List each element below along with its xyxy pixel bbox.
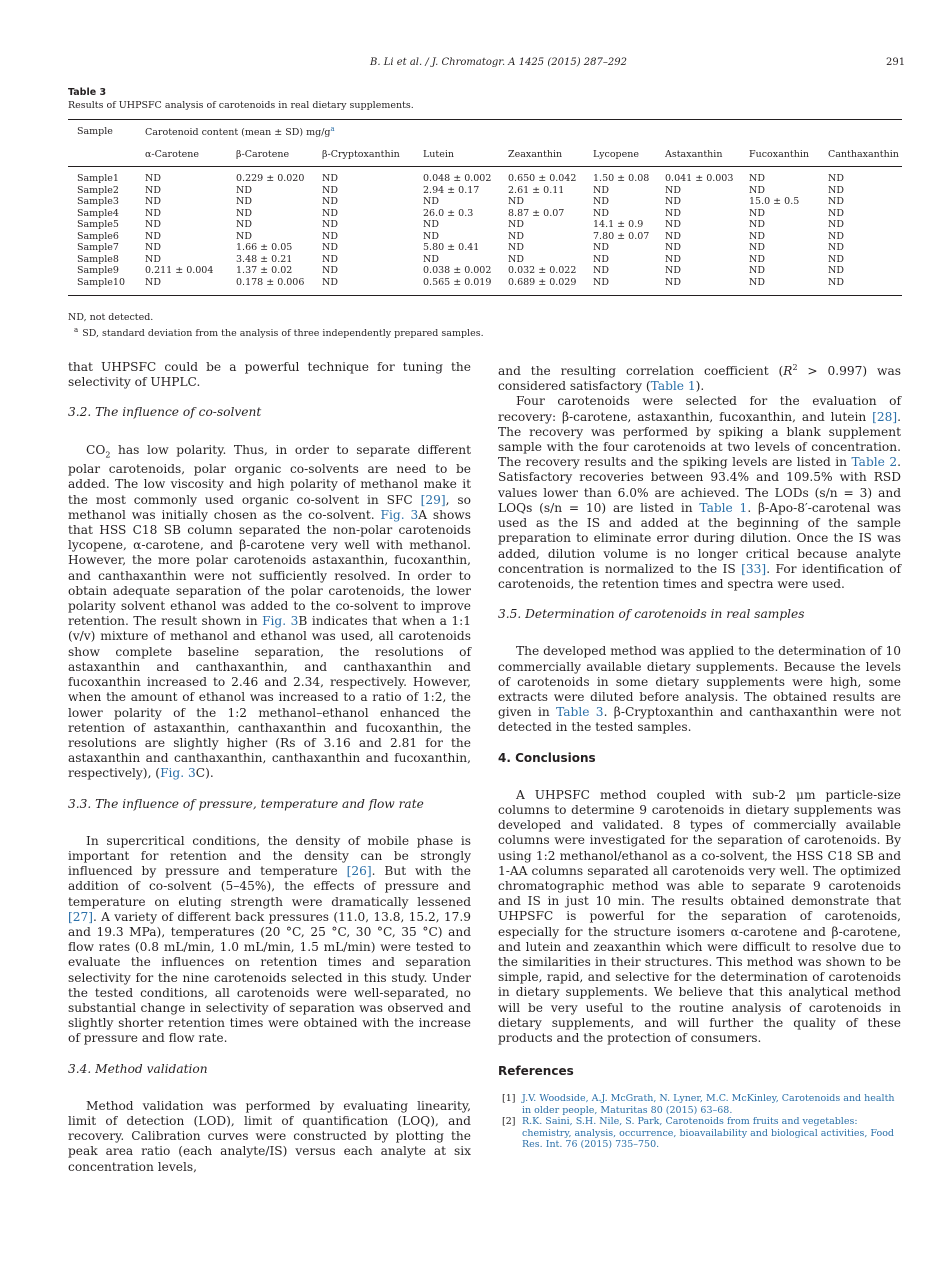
value-cell: ND <box>236 219 252 231</box>
value-cell: ND <box>665 196 681 208</box>
italic-var: R <box>783 364 793 379</box>
section-3-4-heading: 3.4. Method validation <box>68 1061 208 1076</box>
value-cell: ND <box>828 230 844 242</box>
value-cell: 0.565 ± 0.019 <box>414 277 499 296</box>
value-cell: ND <box>322 242 338 254</box>
value-cell: 0.041 ± 0.003 <box>665 173 734 185</box>
journal-citation: B. Li et al. / J. Chromatogr. A 1425 (2015) 287–292 <box>370 57 627 68</box>
table-link[interactable]: Table 1 <box>699 500 748 515</box>
table-row <box>68 196 902 208</box>
value-cell: ND <box>313 277 414 296</box>
value-cell: ND <box>593 253 609 265</box>
value-cell: ND <box>584 277 656 296</box>
value-cell: ND <box>322 196 338 208</box>
col-header: Lycopene <box>584 143 656 167</box>
reference-number: [1] <box>502 1093 516 1105</box>
footnote-mark: a <box>74 326 79 334</box>
paragraph: Method validation was performed by evaluating linearity, limit of detection (LOD), limit of quantification (LOQ), and recovery. Calibration curves were constructed by plotting the peak area ratio (each analyte/IS) versus each analyte at six concentration levels, <box>68 1098 471 1174</box>
value-cell: ND <box>508 253 524 265</box>
value-cell: ND <box>322 184 338 196</box>
value-cell: 2.94 ± 0.17 <box>423 184 480 196</box>
table-label: Table 3 <box>68 87 107 98</box>
value-cell: ND <box>749 207 765 219</box>
value-cell: 0.211 ± 0.004 <box>145 265 214 277</box>
sample-name-cell: Sample10 <box>68 277 136 296</box>
value-cell: 1.66 ± 0.05 <box>236 242 293 254</box>
value-cell: ND <box>749 265 765 277</box>
paragraph <box>498 360 901 394</box>
text: Four carotenoids were selected for the evaluation of recovery: β-carotene, astaxanthin, fucoxanthin, and lutein <box>498 394 901 424</box>
sample-name-cell: Sample2 <box>77 184 119 196</box>
text: A shows that HSS C18 SB column separated the non-polar carotenoids lycopene, α-carotene, and β-carotene very well with methanol. However, the more polar carotenoids astaxanthin, fucoxanthin, and canthaxanthin were not sufficiently resolved. In order to obtain adequate separation of the polar carotenoids, the lower polarity solvent ethanol was added to the co-solvent to improve retention. The result shown in <box>68 507 471 629</box>
value-cell: ND <box>322 219 338 231</box>
value-cell: ND <box>236 196 252 208</box>
table-note-nd: ND, not detected. <box>68 312 154 323</box>
value-cell: ND <box>136 277 227 296</box>
value-cell: ND <box>749 173 765 185</box>
value-cell: ND <box>740 277 819 296</box>
sample-name-cell: Sample5 <box>77 219 119 231</box>
value-cell: ND <box>828 196 844 208</box>
value-cell: 2.61 ± 0.11 <box>508 184 565 196</box>
value-cell: ND <box>423 196 439 208</box>
value-cell: 7.80 ± 0.07 <box>593 230 650 242</box>
value-cell: ND <box>656 277 740 296</box>
reference-item[interactable] <box>498 1093 901 1116</box>
value-cell: ND <box>508 196 524 208</box>
col-header: α-Carotene <box>136 143 227 167</box>
value-cell: ND <box>423 253 439 265</box>
table-row <box>68 219 902 231</box>
sample-name-cell: Sample8 <box>77 253 119 265</box>
text: . β-Apo-8′-carotenal was used as the IS and added at the beginning of the sample preparation to eliminate error during dilution. Once the IS was added, dilution volume is no longer critical because analyte concentration is normalized to the IS <box>498 500 901 576</box>
value-cell: 8.87 ± 0.07 <box>508 207 565 219</box>
reference-number: [2] <box>502 1116 516 1128</box>
left-column <box>68 360 471 1175</box>
col-header: Canthaxanthin <box>819 143 902 167</box>
sample-name-cell: Sample6 <box>77 230 119 242</box>
value-cell: 14.1 ± 0.9 <box>593 219 644 231</box>
sample-header: Sample <box>68 120 136 143</box>
value-cell: ND <box>322 173 338 185</box>
paragraph: A UHPSFC method coupled with sub-2 μm particle-size columns to determine 9 carotenoids in dietary supplements was developed and validated. 8 types of commercially available columns were investigated for the separation of carotenoids. By using 1:2 methanol/ethanol as a co-solvent, the HSS C18 SB and 1-AA columns separated all carotenoids very well. The optimized chromatographic method was able to separate 9 carotenoids and IS in just 10 min. The results obtained demonstrate that UHPSFC is powerful for the separation of carotenoids, especially for the structure isomers α-carotene and β-carotene, and lutein and zeaxanthin which were difficult to resolve due to the similarities in their structures. This method was shown to be simple, rapid, and selective for the determination of carotenoids in dietary supplements. We believe that this analytical method will be very useful to the routine analysis of carotenoids in dietary supplements, and will further the quality of these products and the protection of consumers. <box>498 787 901 1045</box>
citation-link[interactable]: [33] <box>741 561 767 576</box>
value-cell: ND <box>749 230 765 242</box>
value-cell: ND <box>749 184 765 196</box>
table-caption <box>68 86 414 112</box>
value-cell: ND <box>593 265 609 277</box>
value-cell: ND <box>322 207 338 219</box>
value-cell: ND <box>145 207 161 219</box>
text: . A variety of different back pressures (11.0, 13.8, 15.2, 17.9 and 19.3 MPa), temperatures (20 °C, 25 °C, 30 °C, 35 °C) and flow rates (0.8 mL/min, 1.0 mL/min, 1.5 mL/min) were tested to evaluate the influences on retention times and separation selectivity for the nine carotenoids selected in this study. Under the tested conditions, all carotenoids were well-separated, no substantial change in selectivity of separation was observed and slightly shorter retention times were obtained with the increase of pressure and flow rate. <box>68 909 471 1046</box>
value-cell: ND <box>145 173 161 185</box>
references-heading: References <box>498 1064 574 1079</box>
carotenoid-results-table <box>68 119 902 296</box>
paragraph <box>498 644 901 735</box>
sample-header-spacer <box>68 143 136 167</box>
value-cell: 3.48 ± 0.21 <box>236 253 293 265</box>
table-note-a-text: SD, standard deviation from the analysis of three independently prepared samples. <box>82 328 484 340</box>
value-cell: ND <box>665 219 681 231</box>
reference-text: R.K. Saini, S.H. Nile, S. Park, Carotenoids from fruits and vegetables: chemistry, analysis, occurrence, bioavailability and biological activities, Food Res. Int. 76 (2015) 735–750. <box>522 1116 894 1151</box>
value-cell: 5.80 ± 0.41 <box>423 242 480 254</box>
sample-name-cell: Sample4 <box>77 207 119 219</box>
value-cell: ND <box>508 219 524 231</box>
table-link[interactable]: Table 1 <box>650 379 696 394</box>
value-cell: ND <box>665 184 681 196</box>
text: . For identification of carotenoids, the retention times and spectra were used. <box>498 561 901 591</box>
value-cell: ND <box>236 230 252 242</box>
sample-name-cell: Sample7 <box>77 242 119 254</box>
paragraph <box>498 394 901 592</box>
sample-name-cell: Sample1 <box>77 173 119 185</box>
value-cell: ND <box>423 230 439 242</box>
text: > 0.997) was considered satisfactory ( <box>498 364 901 394</box>
value-cell: ND <box>593 184 609 196</box>
table-link[interactable]: Table 3 <box>556 705 604 720</box>
value-cell: 1.50 ± 0.08 <box>593 173 650 185</box>
value-cell: ND <box>665 265 681 277</box>
text: CO <box>86 442 106 457</box>
value-cell: ND <box>145 253 161 265</box>
reference-text: J.V. Woodside, A.J. McGrath, N. Lyner, M.C. McKinley, Carotenoids and health in older people, Maturitas 80 (2015) 63–68. <box>522 1093 895 1116</box>
citation-link[interactable]: [26] <box>346 864 372 879</box>
col-header: Fucoxanthin <box>740 143 819 167</box>
superscript: 2 <box>792 363 798 372</box>
value-cell: ND <box>145 196 161 208</box>
text: The developed method was applied to the determination of 10 commercially available dietary supplements. Because the levels of carotenoids in some dietary supplements were high, some extracts were diluted before analysis. The obtained results are given in <box>498 644 901 720</box>
citation-link[interactable]: [29] <box>420 492 446 507</box>
value-cell: ND <box>828 265 844 277</box>
table-title: Results of UHPSFC analysis of carotenoids in real dietary supplements. <box>68 100 414 111</box>
value-cell: ND <box>322 265 338 277</box>
col-header: Lutein <box>414 143 499 167</box>
section-3-3-heading: 3.3. The influence of pressure, temperature and flow rate <box>68 796 424 811</box>
right-column <box>498 360 901 1151</box>
text: and the resulting correlation coefficient ( <box>498 364 784 379</box>
table-row <box>68 254 902 266</box>
value-cell: ND <box>145 184 161 196</box>
value-cell: 1.37 ± 0.02 <box>236 265 293 277</box>
value-cell: ND <box>322 230 338 242</box>
text: . β-Cryptoxanthin and canthaxanthin were not detected in the tested samples. <box>498 705 901 735</box>
col-header: β-Cryptoxanthin <box>313 143 414 167</box>
sample-name-cell: Sample3 <box>77 196 119 208</box>
value-cell: ND <box>665 242 681 254</box>
col-header: Zeaxanthin <box>499 143 584 167</box>
value-cell: ND <box>145 219 161 231</box>
figure-link[interactable]: Fig. 3 <box>380 507 419 522</box>
text: . But with the addition of co-solvent (5–45%), the effects of pressure and temperature on eluting strength were dramatically lessened <box>68 864 471 909</box>
value-cell: 0.048 ± 0.002 <box>423 173 492 185</box>
value-cell: 0.178 ± 0.006 <box>227 277 313 296</box>
value-cell: ND <box>749 253 765 265</box>
paragraph <box>68 834 471 1047</box>
sample-name-cell: Sample9 <box>77 265 119 277</box>
group-header-text: Carotenoid content (mean ± SD) mg/g <box>145 127 331 139</box>
table-row <box>68 167 902 185</box>
value-cell: ND <box>593 242 609 254</box>
table-row <box>68 231 902 243</box>
value-cell: ND <box>749 242 765 254</box>
table-link[interactable]: Table 2 <box>851 455 898 470</box>
value-cell: ND <box>828 253 844 265</box>
text: In supercritical conditions, the density of mobile phase is important for retention and the density can be strongly influenced by pressure and temperature <box>68 833 471 879</box>
value-cell: ND <box>236 184 252 196</box>
value-cell: 0.650 ± 0.042 <box>508 173 577 185</box>
value-cell: ND <box>828 207 844 219</box>
value-cell: ND <box>145 230 161 242</box>
value-cell: ND <box>236 207 252 219</box>
value-cell: ND <box>819 277 902 296</box>
group-header <box>136 120 902 143</box>
value-cell: ND <box>665 230 681 242</box>
value-cell: ND <box>322 253 338 265</box>
text: has low polarity. Thus, in order to separate different polar carotenoids, polar organic co-solvents are need to be added. The low viscosity and high polarity of methanol make it the most commonly used organic co-solvent in SFC <box>68 442 471 507</box>
table-row <box>68 208 902 220</box>
value-cell: ND <box>749 219 765 231</box>
citation-link[interactable]: [27] <box>68 909 94 924</box>
table-note-a <box>68 324 484 340</box>
text: . Satisfactory recoveries between 93.4% and 109.5% with RSD values lower than 6.0% are achieved. The LODs (s/n = 3) and LOQs (s/n = 10) are listed in <box>498 455 901 515</box>
value-cell: ND <box>593 207 609 219</box>
page-number: 291 <box>886 57 906 68</box>
footnote-link[interactable]: a <box>330 125 335 133</box>
figure-link[interactable]: Fig. 3 <box>262 614 299 629</box>
col-header: Astaxanthin <box>656 143 740 167</box>
value-cell: 26.0 ± 0.3 <box>423 207 474 219</box>
value-cell: ND <box>665 253 681 265</box>
value-cell: ND <box>145 242 161 254</box>
text: B indicates that when a 1:1 (v/v) mixture of methanol and ethanol was used, all carotenoids show complete baseline separation, the resolutions of astaxanthin and canthaxanthin, and canthaxanthin and fucoxanthin increased to 2.46 and 2.34, respectively. However, when the amount of ethanol was increased to a ratio of 1:2, the lower polarity of the 1:2 methanol–ethanol enhanced the retention of astaxanthin, canthaxanthin and fucoxanthin, the resolutions are slightly higher (Rs of 3.16 and 2.81 for the astaxanthin and canthaxanthin, canthaxanthin and fucoxanthin, respectively), ( <box>68 614 471 781</box>
text: C). <box>195 766 214 781</box>
value-cell: ND <box>508 230 524 242</box>
section-4-heading: 4. Conclusions <box>498 750 596 765</box>
reference-item[interactable] <box>498 1116 901 1151</box>
value-cell: ND <box>423 219 439 231</box>
table-row <box>68 277 902 296</box>
value-cell: 0.229 ± 0.020 <box>236 173 305 185</box>
value-cell: 15.0 ± 0.5 <box>749 196 800 208</box>
value-cell: ND <box>828 242 844 254</box>
col-header: β-Carotene <box>227 143 313 167</box>
figure-link[interactable]: Fig. 3 <box>160 766 196 781</box>
value-cell: 0.038 ± 0.002 <box>423 265 492 277</box>
paragraph: that UHPSFC could be a powerful technique for tuning the selectivity of UHPLC. <box>68 360 471 390</box>
value-cell: ND <box>828 219 844 231</box>
running-header <box>0 57 952 71</box>
value-cell: ND <box>508 242 524 254</box>
table-row <box>68 242 902 254</box>
value-cell: ND <box>593 196 609 208</box>
table-body <box>68 167 902 296</box>
subscript: 2 <box>105 450 111 460</box>
table-notes <box>68 311 484 340</box>
table-row <box>68 265 902 277</box>
value-cell: ND <box>665 207 681 219</box>
reference-list <box>498 1093 901 1151</box>
section-3-2-heading: 3.2. The influence of co-solvent <box>68 405 262 420</box>
section-3-5-heading: 3.5. Determination of carotenoids in real samples <box>498 607 805 622</box>
paragraph <box>68 443 471 782</box>
value-cell: ND <box>828 184 844 196</box>
text: . The recovery was performed by spiking a blank supplement sample with the four carotenoids at two levels of concentration. The recovery results and the spiking levels are listed in <box>498 409 901 470</box>
text: ). <box>695 379 705 394</box>
citation-link[interactable]: [28] <box>872 409 898 424</box>
text: , so methanol was initially chosen as the co-solvent. <box>68 492 471 522</box>
value-cell: ND <box>828 173 844 185</box>
value-cell: 0.689 ± 0.029 <box>499 277 584 296</box>
value-cell: 0.032 ± 0.022 <box>508 265 577 277</box>
table-row <box>68 185 902 197</box>
